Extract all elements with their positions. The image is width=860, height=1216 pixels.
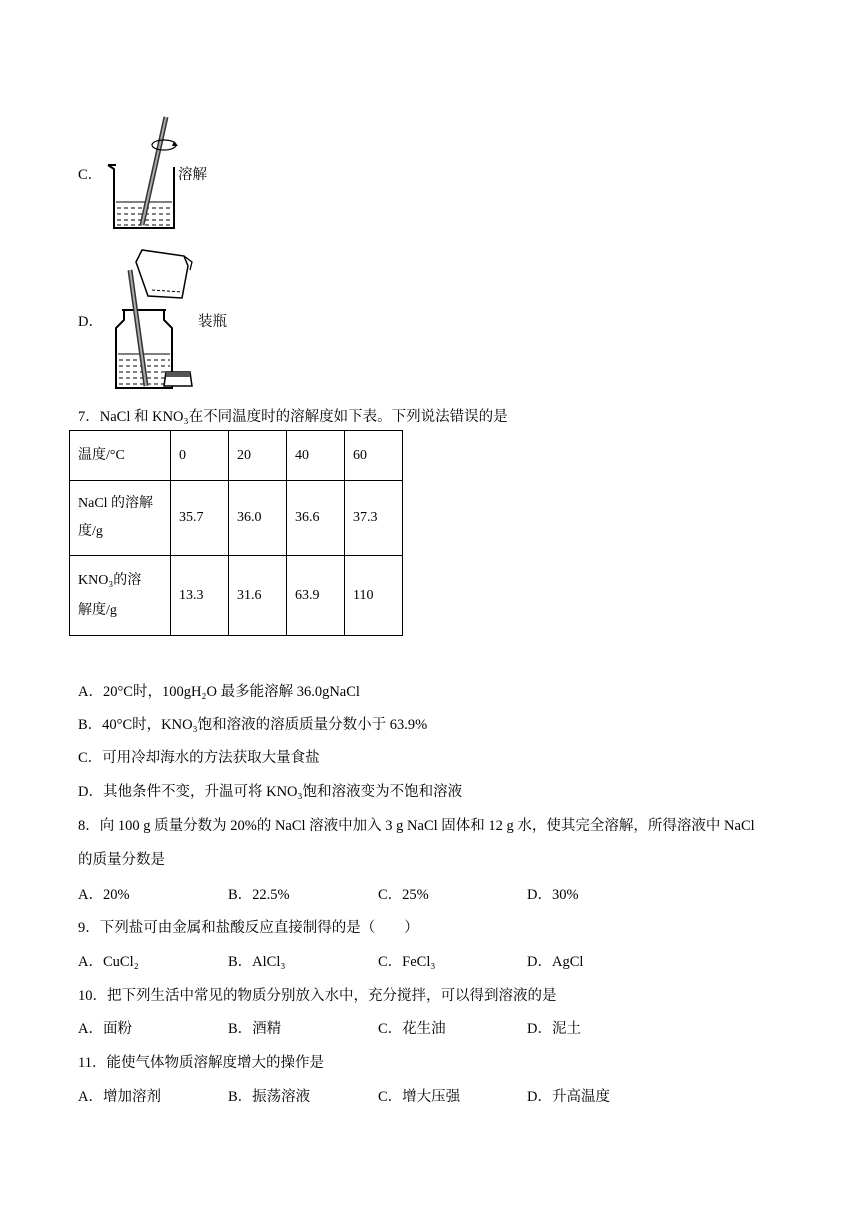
figure-d-caption: 装瓶 — [198, 314, 227, 330]
nacl-label-line1: NaCl 的溶解 — [78, 496, 154, 511]
question-11-option-a: A．增加溶剂 — [78, 1089, 161, 1105]
kno3-value-cell: 31.6 — [229, 556, 287, 636]
question-10-option-b: B．酒精 — [228, 1021, 282, 1037]
kno3-label-line1: KNO₃的溶 — [78, 572, 142, 588]
kno3-value-cell: 13.3 — [171, 556, 229, 636]
question-7-option-c: C．可用冷却海水的方法获取大量食盐 — [78, 750, 320, 766]
question-11-option-d: D．升高温度 — [527, 1089, 610, 1105]
question-11-option-b: B．振荡溶液 — [228, 1089, 311, 1105]
question-9-stem: 9．下列盐可由金属和盐酸反应直接制得的是（ ） — [78, 920, 419, 936]
temperature-cell: 0 — [171, 431, 229, 481]
nacl-value-cell: 36.0 — [229, 481, 287, 556]
figure-c-caption: 溶解 — [178, 167, 207, 183]
kno3-row-label — [70, 556, 171, 636]
question-8-option-b: B．22.5% — [228, 887, 290, 903]
question-8-stem-line2: 的质量分数是 — [78, 852, 165, 868]
question-9-option-c: C．FeCl₃ — [378, 954, 436, 970]
temperature-cell: 60 — [345, 431, 403, 481]
question-10-option-c: C．花生油 — [378, 1021, 446, 1037]
bottle-pouring-icon — [110, 248, 200, 393]
question-8-option-a: A．20% — [78, 887, 130, 903]
figure-c-letter: C． — [78, 167, 103, 183]
kno3-label-line2: 解度/g — [78, 602, 117, 618]
temperature-cell: 20 — [229, 431, 287, 481]
nacl-row-label — [70, 481, 171, 556]
question-10-option-a: A．面粉 — [78, 1021, 132, 1037]
question-8-option-c: C．25% — [378, 887, 429, 903]
kno3-value-cell: 63.9 — [287, 556, 345, 636]
beaker-stirring-icon — [104, 115, 184, 235]
question-7-stem: 7．NaCl 和 KNO₃在不同温度时的溶解度如下表。下列说法错误的是 — [78, 409, 508, 425]
nacl-value-cell: 37.3 — [345, 481, 403, 556]
nacl-value-cell: 36.6 — [287, 481, 345, 556]
question-8-option-d: D．30% — [527, 887, 579, 903]
question-8-stem-line1: 8．向 100 g 质量分数为 20%的 NaCl 溶液中加入 3 g NaCl 固体和 12 g 水，使其完全溶解，所得溶液中 NaCl — [78, 818, 755, 834]
question-10-option-d: D．泥土 — [527, 1021, 581, 1037]
question-7-option-d: D．其他条件不变，升温可将 KNO₃饱和溶液变为不饱和溶液 — [78, 784, 463, 800]
question-9-option-d: D．AgCl — [527, 954, 584, 970]
question-11-stem: 11．能使气体物质溶解度增大的操作是 — [78, 1055, 324, 1071]
kno3-value-cell: 110 — [345, 556, 403, 636]
question-9-option-b: B．AlCl₃ — [228, 954, 286, 970]
question-7-option-b: B．40°C时，KNO₃饱和溶液的溶质质量分数小于 63.9% — [78, 717, 428, 733]
question-10-stem: 10．把下列生活中常见的物质分别放入水中，充分搅拌，可以得到溶液的是 — [78, 988, 557, 1004]
temperature-cell: 40 — [287, 431, 345, 481]
table-header-label: 温度/°C — [70, 431, 171, 481]
question-11-option-c: C．增大压强 — [378, 1089, 461, 1105]
figure-d-letter: D． — [78, 314, 103, 330]
solubility-table — [69, 430, 403, 636]
nacl-value-cell: 35.7 — [171, 481, 229, 556]
nacl-label-line2: 度/g — [78, 524, 103, 539]
question-9-option-a: A．CuCl₂ — [78, 954, 139, 970]
question-7-option-a: A．20°C时，100gH₂O 最多能溶解 36.0gNaCl — [78, 684, 360, 700]
